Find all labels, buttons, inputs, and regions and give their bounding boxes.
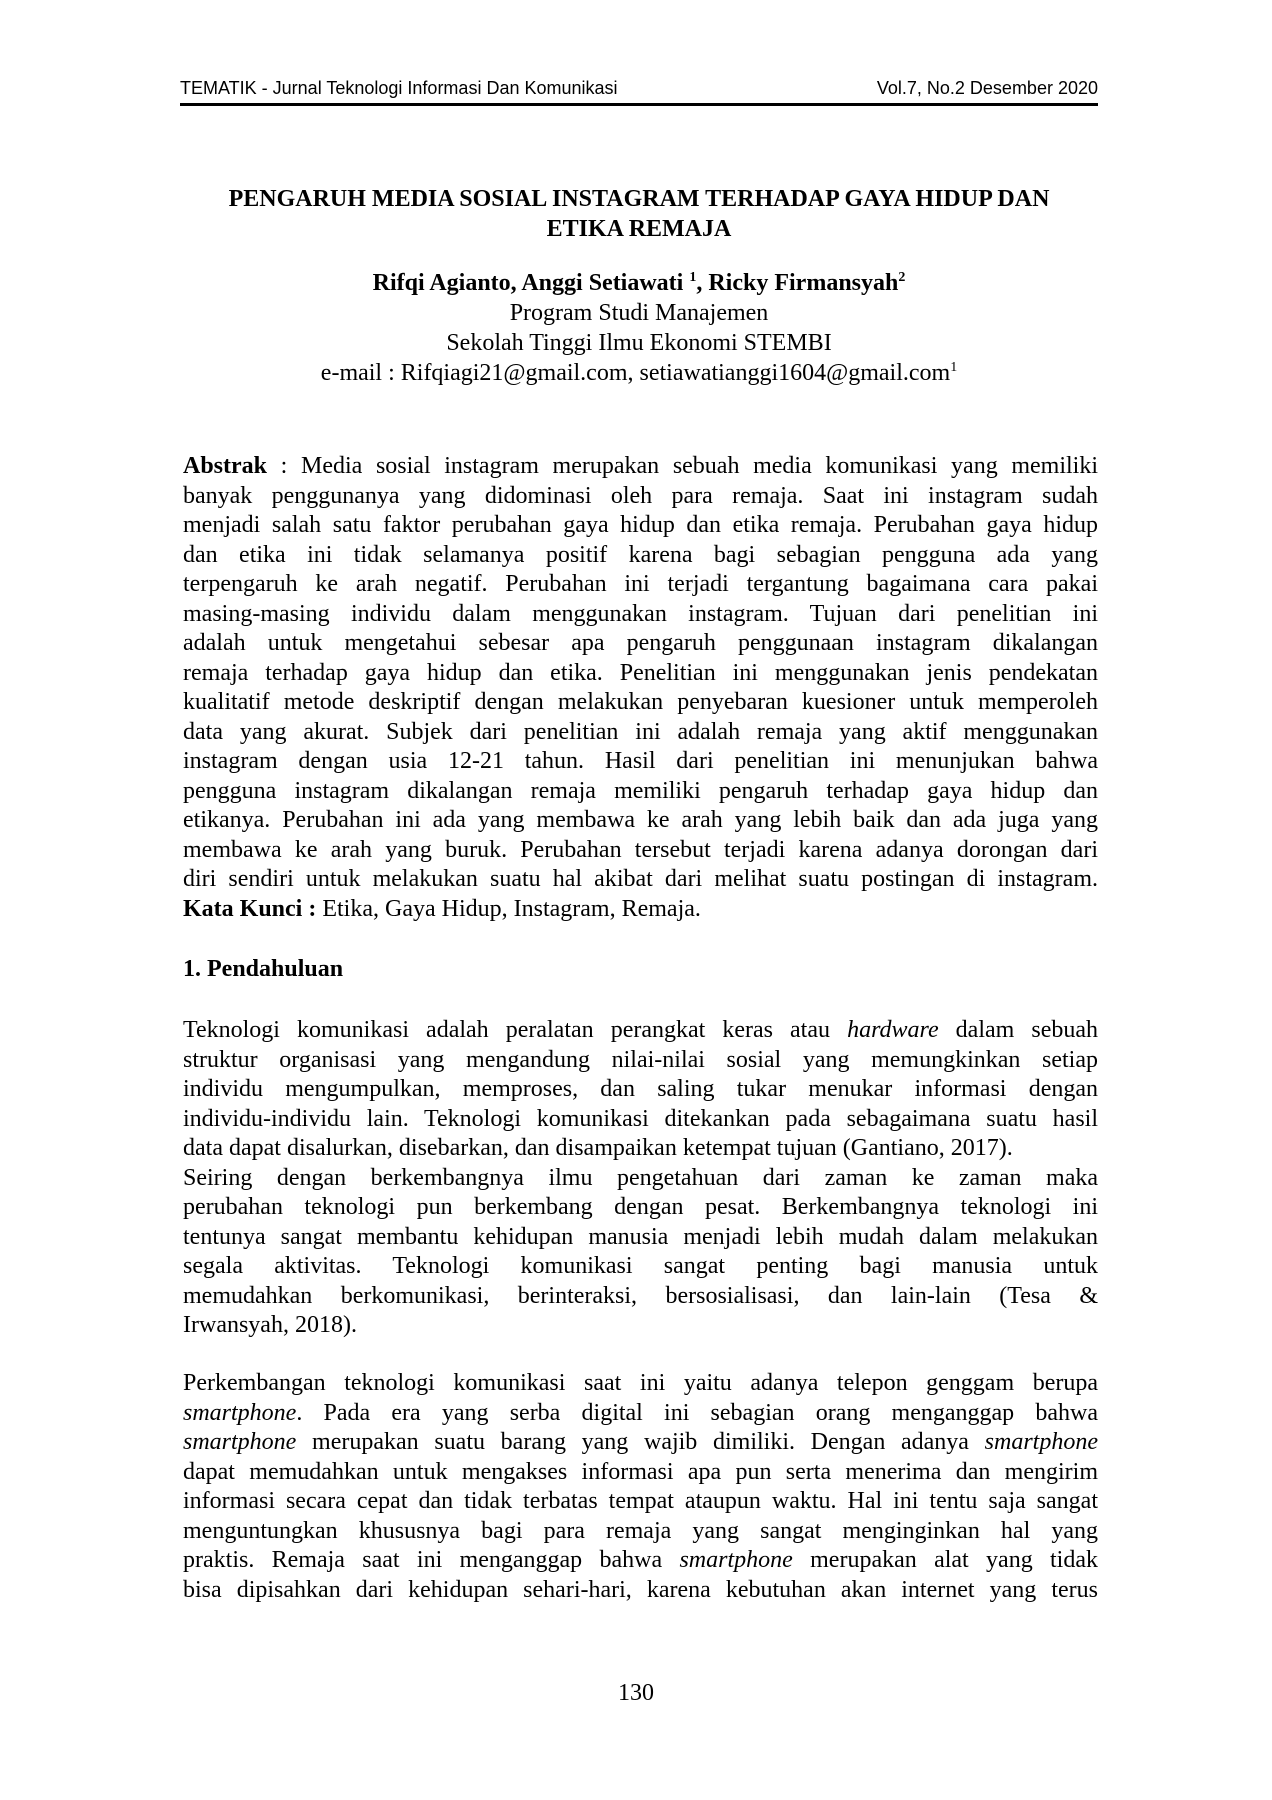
title-line: ETIKA REMAJA bbox=[546, 216, 732, 242]
affiliation-program: Program Studi Manajemen bbox=[509, 300, 769, 326]
italic-term: smartphone bbox=[984, 1429, 1098, 1455]
text-line: struktur organisasi yang mengandung nilai-nilai sosial yang memungkinkan setiap bbox=[183, 1046, 1098, 1073]
text-line: smartphone. Pada era yang serba digital ini sebagian orang menganggap bahwa bbox=[183, 1399, 1098, 1426]
running-header bbox=[180, 78, 1098, 99]
paragraph bbox=[183, 1369, 1098, 1605]
text-line: kualitatif metode deskriptif dengan melakukan penyebaran kuesioner untuk memperoleh bbox=[183, 689, 1098, 715]
author-block bbox=[180, 268, 1098, 388]
affil-sup: 1 bbox=[689, 270, 697, 285]
text-line: membawa ke arah yang buruk. Perubahan tersebut terjadi karena adanya dorongan dari bbox=[183, 836, 1098, 863]
text-line: banyak penggunanya yang didominasi oleh para remaja. Saat ini instagram sudah bbox=[183, 482, 1098, 509]
author-email bbox=[180, 358, 1098, 388]
paragraph bbox=[183, 1016, 1098, 1341]
journal-name: TEMATIK - Jurnal Teknologi Informasi Dan Komunikasi bbox=[180, 78, 618, 98]
text-line: masing-masing individu dalam menggunakan instagram. Tujuan dari penelitian ini bbox=[183, 600, 1098, 627]
author-2: , Ricky Firmansyah bbox=[696, 270, 899, 296]
italic-term: smartphone bbox=[183, 1429, 297, 1455]
text-line: dan etika ini tidak selamanya positif karena bagi sebagian pengguna ada yang bbox=[183, 541, 1098, 568]
text-line: segala aktivitas. Teknologi komunikasi sangat penting bagi manusia untuk bbox=[183, 1253, 1098, 1279]
text-line: menguntungkan khususnya bagi para remaja yang sangat menginginkan hal yang bbox=[183, 1517, 1098, 1544]
text-line: bisa dipisahkan dari kehidupan sehari-hari, karena kebutuhan akan internet yang terus bbox=[183, 1576, 1098, 1603]
page-number: 130 bbox=[618, 1680, 654, 1706]
text-line: Perkembangan teknologi komunikasi saat ini yaitu adanya telepon genggam berupa bbox=[183, 1370, 1098, 1396]
abstract bbox=[183, 452, 1098, 924]
italic-term: smartphone bbox=[679, 1547, 793, 1573]
author-names bbox=[180, 268, 1098, 298]
text-line: praktis. Remaja saat ini menganggap bahwa smartphone merupakan alat yang tidak bbox=[183, 1547, 1098, 1573]
author-1: Rifqi Agianto, Anggi Setiawati bbox=[372, 270, 690, 296]
italic-term: hardware bbox=[847, 1017, 939, 1043]
text-line: remaja terhadap gaya hidup dan etika. Penelitian ini menggunakan jenis pendekatan bbox=[183, 659, 1098, 686]
text-line: pengguna instagram dikalangan remaja memiliki pengaruh terhadap gaya hidup dan bbox=[183, 777, 1098, 804]
title-line: PENGARUH MEDIA SOSIAL INSTAGRAM TERHADAP GAYA HIDUP DAN bbox=[228, 186, 1050, 212]
text-line: individu-individu lain. Teknologi komunikasi ditekankan pada sebagaimana suatu hasil bbox=[183, 1105, 1098, 1132]
header-rule bbox=[180, 103, 1098, 106]
text-line: perubahan teknologi pun berkembang dengan pesat. Berkembangnya teknologi ini bbox=[183, 1194, 1098, 1220]
italic-term: smartphone bbox=[183, 1399, 297, 1426]
paper-title bbox=[180, 184, 1098, 244]
email-text: e-mail : Rifqiagi21@gmail.com, setiawatianggi1604@gmail.com bbox=[320, 360, 951, 386]
text-line: Abstrak : Media sosial instagram merupakan sebuah media komunikasi yang memiliki bbox=[183, 453, 1098, 479]
text-line: menjadi salah satu faktor perubahan gaya hidup dan etika remaja. Perubahan gaya hidup bbox=[183, 512, 1098, 538]
text-line: diri sendiri untuk melakukan suatu hal akibat dari melihat suatu postingan di instagram. bbox=[183, 866, 1098, 892]
issue-info: Vol.7, No.2 Desember 2020 bbox=[876, 78, 1098, 98]
text-line: instagram dengan usia 12-21 tahun. Hasil dari penelitian ini menunjukan bahwa bbox=[183, 748, 1098, 774]
text-line: smartphone merupakan suatu barang yang wajib dimiliki. Dengan adanya smartphone bbox=[183, 1429, 1098, 1455]
text-line: adalah untuk mengetahui sebesar apa pengaruh penggunaan instagram dikalangan bbox=[183, 630, 1098, 656]
text-line: informasi secara cepat dan tidak terbatas tempat ataupun waktu. Hal ini tentu saja sangat bbox=[183, 1488, 1098, 1514]
email-sup: 1 bbox=[950, 360, 958, 375]
text-line: dapat memudahkan untuk mengakses informasi apa pun serta menerima dan mengirim bbox=[183, 1458, 1098, 1485]
text-line: terpengaruh ke arah negatif. Perubahan ini terjadi tergantung bagaimana cara pakai bbox=[183, 571, 1098, 597]
section-heading: 1. Pendahuluan bbox=[183, 956, 344, 982]
text-line: etikanya. Perubahan ini ada yang membawa ke arah yang lebih baik dan ada juga yang bbox=[183, 807, 1098, 833]
abstract-label: Abstrak bbox=[183, 453, 268, 479]
text-line: memudahkan berkomunikasi, berinteraksi, bersosialisasi, dan lain-lain (Tesa & bbox=[183, 1282, 1098, 1309]
keywords-label: Kata Kunci : bbox=[183, 895, 317, 922]
text-line: Teknologi komunikasi adalah peralatan perangkat keras atau hardware dalam sebuah bbox=[183, 1017, 1098, 1043]
text-line: data yang akurat. Subjek dari penelitian ini adalah remaja yang aktif menggunakan bbox=[183, 718, 1098, 745]
text-line: Irwansyah, 2018). bbox=[183, 1312, 357, 1338]
affiliation-school: Sekolah Tinggi Ilmu Ekonomi STEMBI bbox=[446, 330, 832, 356]
text-line: individu mengumpulkan, memproses, dan saling tukar menukar informasi dengan bbox=[183, 1076, 1098, 1102]
text-line: Seiring dengan berkembangnya ilmu pengetahuan dari zaman ke zaman maka bbox=[183, 1164, 1098, 1191]
affil-sup: 2 bbox=[898, 270, 906, 285]
keywords: Kata Kunci : Etika, Gaya Hidup, Instagram, Remaja. bbox=[183, 895, 701, 922]
text-line: data dapat disalurkan, disebarkan, dan disampaikan ketempat tujuan (Gantiano, 2017). bbox=[183, 1135, 1013, 1161]
text-line: tentunya sangat membantu kehidupan manusia menjadi lebih mudah dalam melakukan bbox=[183, 1223, 1098, 1250]
